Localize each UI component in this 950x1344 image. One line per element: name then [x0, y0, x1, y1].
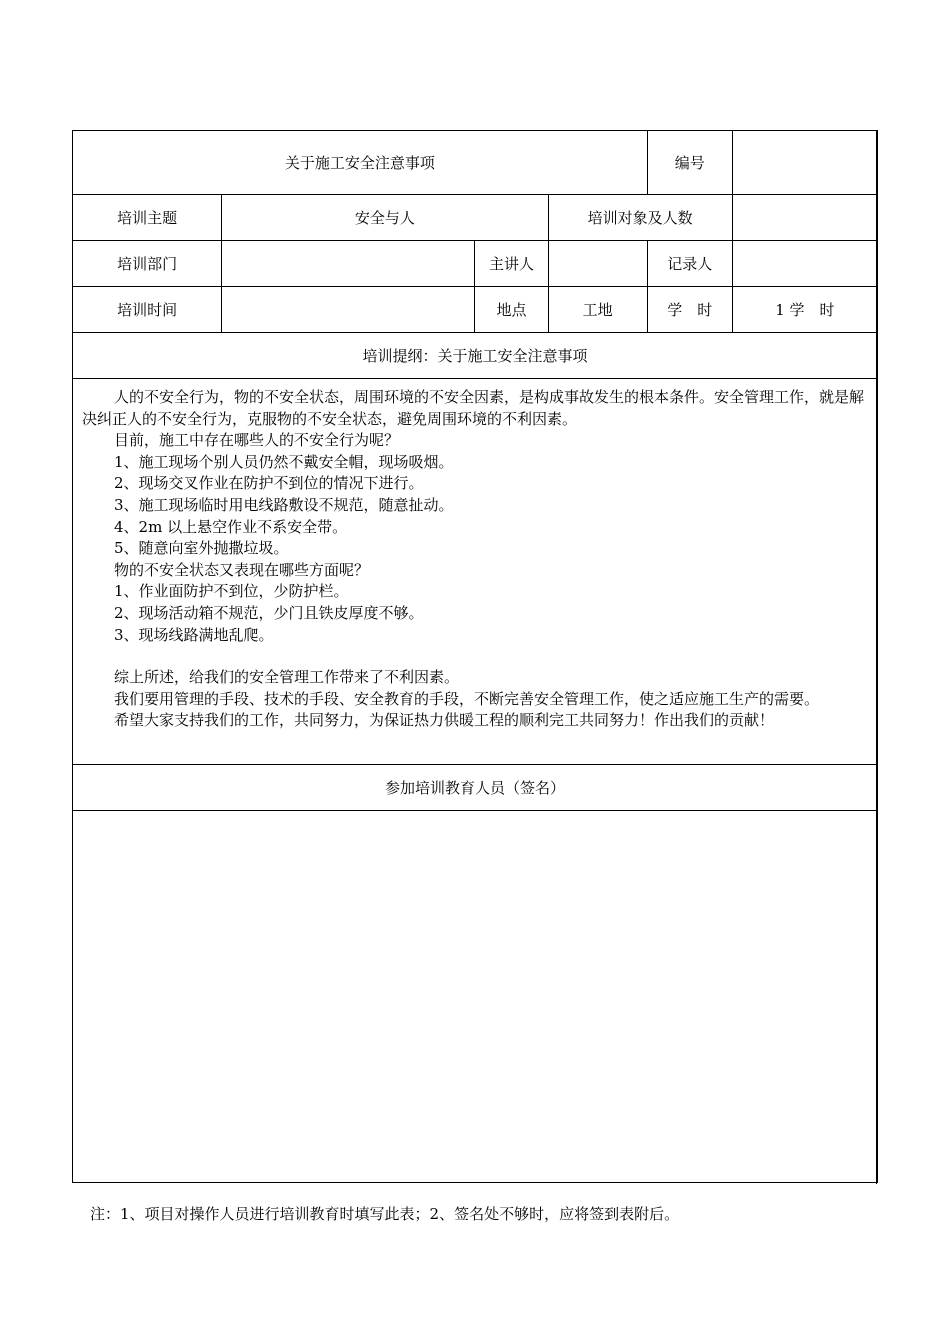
question-behaviors: 目前，施工中存在哪些人的不安全行为呢？ — [114, 431, 400, 450]
form-table — [72, 130, 878, 1183]
audience-label: 培训对象及人数 — [548, 195, 732, 241]
location-label: 地点 — [475, 287, 548, 333]
topic-value[interactable]: 安全与人 — [222, 195, 548, 241]
blank-line — [82, 646, 869, 667]
signature-area[interactable] — [73, 811, 878, 1183]
dept-value[interactable] — [222, 241, 475, 287]
recorder-label: 记录人 — [647, 241, 732, 287]
dept-label: 培训部门 — [73, 241, 222, 287]
list-item: 3、现场线路满地乱爬。 — [114, 625, 274, 644]
time-label: 培训时间 — [73, 287, 222, 333]
footnote: 注：1、项目对操作人员进行培训教育时填写此表；2、签名处不够时，应将签到表附后。 — [90, 1205, 680, 1223]
list-item: 1、作业面防护不到位，少防护栏。 — [114, 582, 349, 601]
outline-summary: 综上所述，给我们的安全管理工作带来了不利因素。 — [114, 668, 460, 687]
time-value[interactable] — [222, 287, 475, 333]
list-item: 1、施工现场个别人员仍然不戴安全帽，现场吸烟。 — [114, 452, 454, 471]
list-item: 2、现场交叉作业在防护不到位的情况下进行。 — [114, 474, 424, 493]
hours-value[interactable]: 1 学 时 — [732, 287, 877, 333]
number-value[interactable] — [732, 131, 877, 195]
outline-methods: 我们要用管理的手段、技术的手段、安全教育的手段，不断完善安全管理工作，使之适应施工生产的需要。 — [114, 689, 820, 708]
outline-intro: 人的不安全行为，物的不安全状态，周围环境的不安全因素，是构成事故发生的根本条件。安全管理工作，就是解决纠正人的不安全行为，克服物的不安全状态，避免周围环境的不利因素。 — [82, 388, 865, 428]
audience-value[interactable] — [732, 195, 877, 241]
recorder-value[interactable] — [732, 241, 877, 287]
outline-heading: 培训提纲：关于施工安全注意事项 — [73, 333, 878, 379]
outline-hope: 希望大家支持我们的工作，共同努力，为保证热力供暖工程的顺利完工共同努力！作出我们的贡献！ — [114, 711, 775, 730]
hours-label: 学 时 — [647, 287, 732, 333]
outer-border-line — [876, 130, 877, 1184]
question-states: 物的不安全状态又表现在哪些方面呢？ — [114, 560, 370, 579]
outline-content — [73, 379, 878, 765]
number-label: 编号 — [647, 131, 732, 195]
form-title: 关于施工安全注意事项 — [73, 131, 648, 195]
signature-heading: 参加培训教育人员（签名） — [73, 765, 878, 811]
speaker-label: 主讲人 — [475, 241, 548, 287]
topic-label: 培训主题 — [73, 195, 222, 241]
list-item: 4、2m 以上悬空作业不系安全带。 — [114, 517, 348, 536]
location-value[interactable]: 工地 — [548, 287, 647, 333]
list-item: 2、现场活动箱不规范，少门且铁皮厚度不够。 — [114, 603, 424, 622]
list-item: 5、随意向室外抛撒垃圾。 — [114, 539, 289, 558]
training-record-form — [72, 130, 878, 1183]
list-item: 3、施工现场临时用电线路敷设不规范，随意扯动。 — [114, 495, 454, 514]
speaker-value[interactable] — [548, 241, 647, 287]
